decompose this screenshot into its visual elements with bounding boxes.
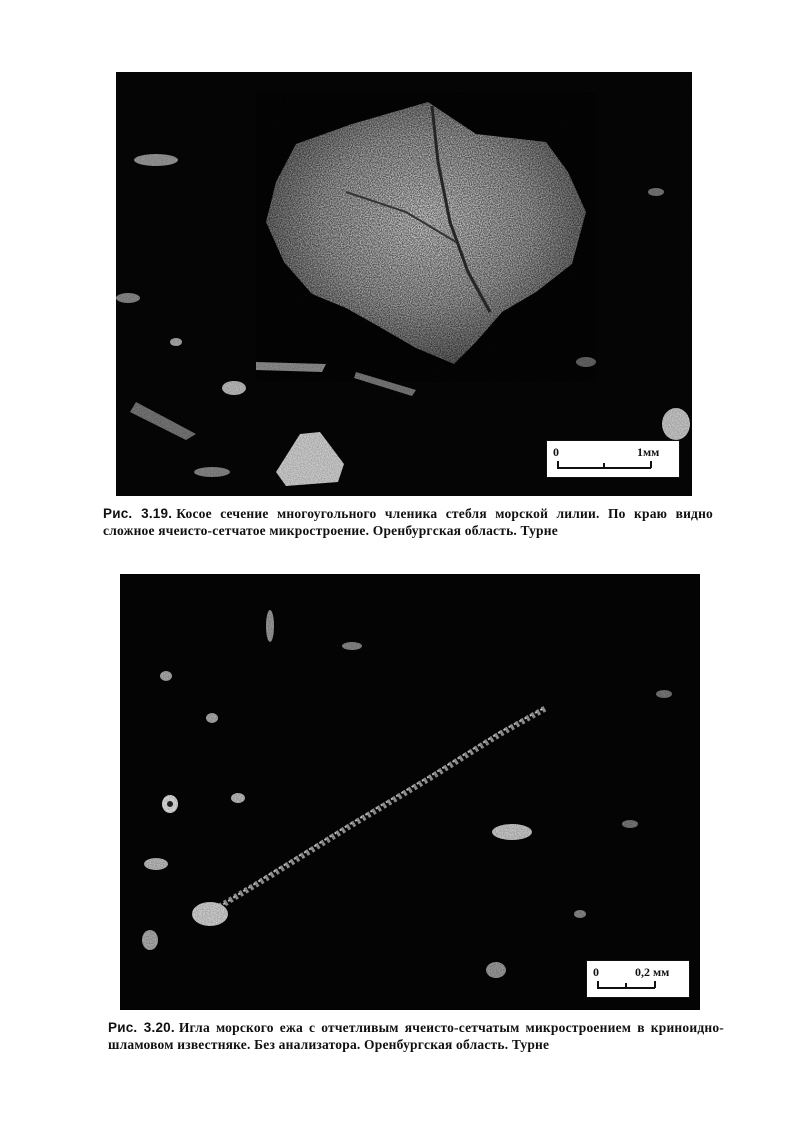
micrograph-spine-image	[120, 574, 700, 1010]
scale-end-label: 1мм	[637, 445, 660, 459]
figure-caption-text: Косое сечение многоугольного членика стебля морской лилии. По краю видно сложное ячеисто-сетчатое микростроение. Оренбургская область. Турне	[103, 506, 714, 538]
scale-start-label: 0	[593, 965, 599, 979]
scale-tick	[557, 461, 559, 468]
scale-tick	[597, 981, 599, 988]
figure-caption-text: Игла морского ежа с отчетливым ячеисто-сетчатым микростроением в криноидно-шламовом известняке. Без анализатора. Оренбургская область. Турне	[108, 1020, 724, 1052]
scale-start-label: 0	[553, 445, 559, 459]
figure-number: Рис. 3.20.	[108, 1020, 175, 1035]
figure-number: Рис. 3.19.	[103, 506, 173, 521]
scale-bar	[586, 960, 690, 998]
scale-tick	[650, 461, 652, 468]
scale-end-label: 0,2 мм	[635, 965, 670, 979]
micrograph-crinoid-stem	[116, 72, 692, 496]
figure-caption	[103, 506, 713, 539]
scale-tick	[654, 981, 656, 988]
figure-caption	[108, 1020, 724, 1053]
micrograph-crinoid-image	[116, 72, 692, 496]
scale-bar	[546, 440, 680, 478]
scale-tick	[625, 983, 627, 988]
scale-tick	[603, 463, 605, 468]
micrograph-sea-urchin-spine	[120, 574, 700, 1010]
